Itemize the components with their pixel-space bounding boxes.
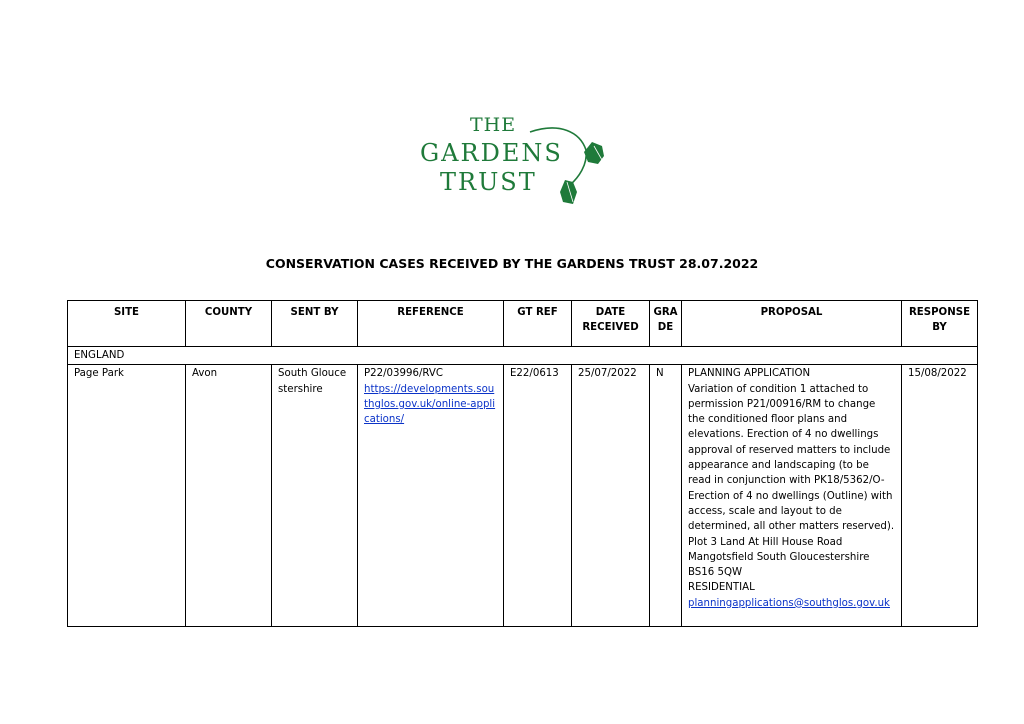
document-title: CONSERVATION CASES RECEIVED BY THE GARDENS TRUST 28.07.2022 xyxy=(265,256,759,271)
cell-gt-ref: E22/0613 xyxy=(504,365,572,627)
conservation-cases-table xyxy=(67,300,978,627)
reference-link[interactable]: https://developments.southglos.gov.uk/online-applications/ xyxy=(364,383,496,426)
table-row xyxy=(68,365,978,627)
cell-grade: N xyxy=(650,365,682,627)
header-proposal: PROPOSAL xyxy=(682,301,902,347)
logo-line-the: THE xyxy=(470,114,517,136)
logo-line-trust: TRUST xyxy=(440,168,537,196)
proposal-email-link[interactable]: planningapplications@southglos.gov.uk xyxy=(688,597,890,609)
proposal-type: PLANNING APPLICATION xyxy=(688,368,811,380)
header-county: COUNTY xyxy=(186,301,272,347)
cell-reference xyxy=(358,365,504,627)
proposal-category: RESIDENTIAL xyxy=(688,582,755,594)
cell-sent-by: South Gloucestershire xyxy=(272,365,358,627)
region-row xyxy=(68,347,978,365)
cell-date-received: 25/07/2022 xyxy=(572,365,650,627)
gardens-trust-logo xyxy=(410,110,620,210)
header-response-by: RESPONSE BY xyxy=(902,301,978,347)
header-date-received: DATE RECEIVED xyxy=(572,301,650,347)
header-gt-ref: GT REF xyxy=(504,301,572,347)
header-sent-by: SENT BY xyxy=(272,301,358,347)
header-reference: REFERENCE xyxy=(358,301,504,347)
proposal-address: Plot 3 Land At Hill House Road Mangotsfield South Gloucestershire BS16 5QW xyxy=(688,536,870,579)
cell-proposal xyxy=(682,365,902,627)
proposal-text: Variation of condition 1 attached to permission P21/00916/RM to change the conditioned floor plans and elevations. Erection of 4 no dwellings approval of reserved matters to include appearance and landscaping (to be read in conjunction with PK18/5362/O- Erection of 4 no dwellings (Outline) with access, scale and layout to de determined, all other matters reserved). xyxy=(688,383,895,533)
reference-code: P22/03996/RVC xyxy=(364,368,443,380)
header-site: SITE xyxy=(68,301,186,347)
cell-site: Page Park xyxy=(68,365,186,627)
cell-county: Avon xyxy=(186,365,272,627)
cell-response-by: 15/08/2022 xyxy=(902,365,978,627)
logo-line-gardens: GARDENS xyxy=(420,139,563,167)
region-label: ENGLAND xyxy=(68,347,978,365)
header-grade: GRADE xyxy=(650,301,682,347)
table-header-row xyxy=(68,301,978,347)
